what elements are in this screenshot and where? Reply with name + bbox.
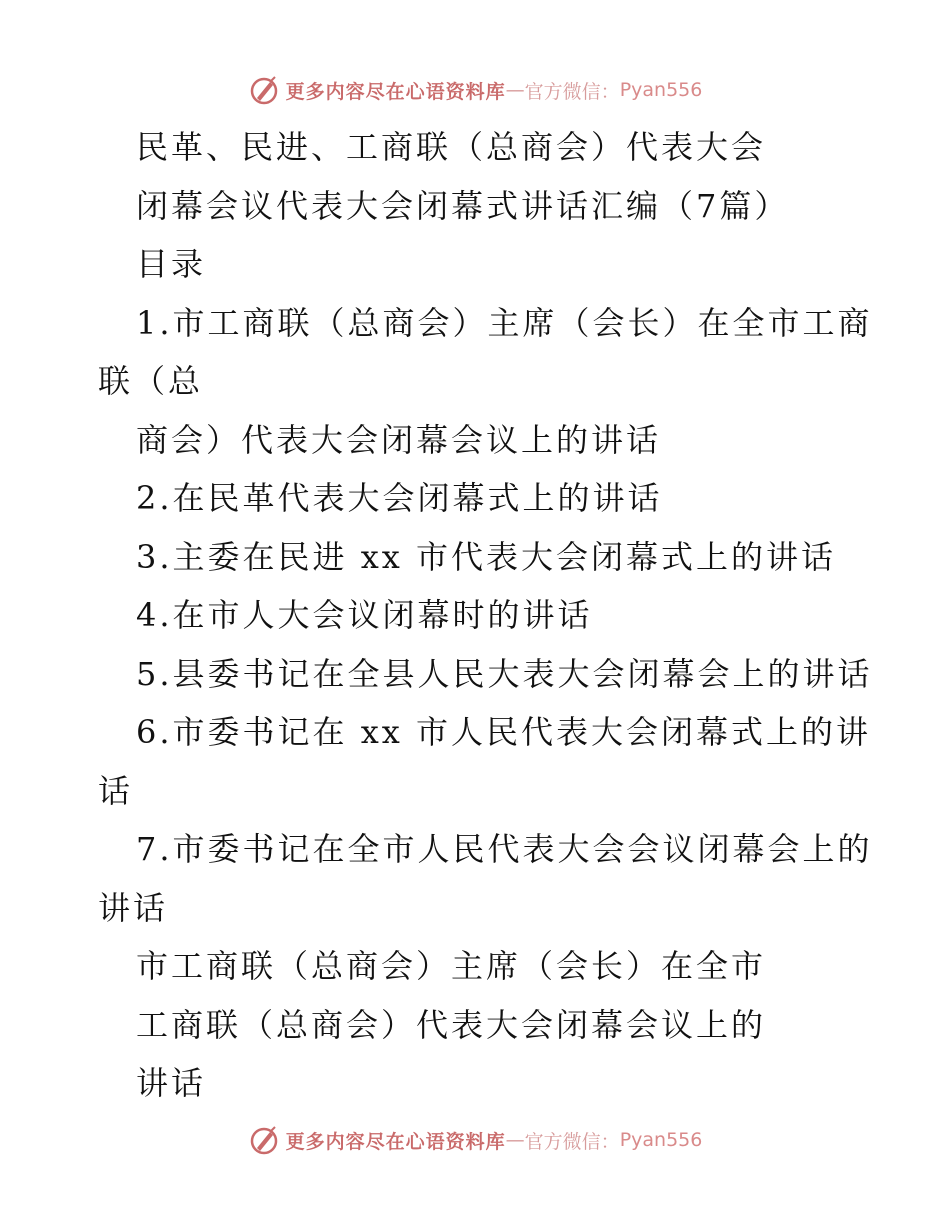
watermark-wechat-label: 官方微信： — [524, 80, 620, 103]
toc-item-1-cont: 商会）代表大会闭幕会议上的讲话 — [136, 420, 662, 459]
doc-title-line-1: 民革、民进、工商联（总商会）代表大会 — [136, 128, 767, 166]
watermark-separator: — — [505, 1129, 525, 1151]
watermark-separator: — — [505, 79, 525, 101]
pen-logo-icon — [248, 74, 280, 106]
section-title-line-2: 工商联（总商会）代表大会闭幕会议上的 — [136, 1005, 767, 1044]
section-title-line-3: 讲话 — [136, 1064, 207, 1102]
toc-item-2: 2.在民革代表大会闭幕式上的讲话 — [136, 479, 663, 517]
toc-item-6-wrap: 话 — [98, 771, 134, 810]
toc-item-6: 6.市委书记在 xx 市人民代表大会闭幕式上的讲 — [136, 713, 871, 751]
toc-item-7-wrap: 讲话 — [98, 888, 169, 927]
footer-watermark — [0, 1120, 950, 1160]
toc-item-5: 5.县委书记在全县人民大表大会闭幕会上的讲话 — [136, 654, 873, 693]
watermark-brand: 更多内容尽在心语资料库 — [285, 80, 506, 103]
pen-logo-icon — [248, 1124, 280, 1156]
watermark-brand: 更多内容尽在心语资料库 — [285, 1130, 506, 1153]
watermark-wechat-id: Pyan556 — [619, 1129, 703, 1151]
watermark-wechat-label: 官方微信： — [524, 1130, 620, 1153]
document-body — [98, 118, 873, 1113]
toc-heading: 目录 — [136, 245, 207, 283]
toc-item-4: 4.在市人大会议闭幕时的讲话 — [136, 596, 593, 634]
toc-item-7: 7.市委书记在全市人民代表大会会议闭幕会上的 — [136, 830, 873, 868]
toc-item-1-wrap: 联（总 — [98, 362, 204, 400]
toc-item-3: 3.主委在民进 xx 市代表大会闭幕式上的讲话 — [136, 537, 836, 576]
toc-item-1: 1.市工商联（总商会）主席（会长）在全市工商 — [136, 303, 873, 342]
section-title-line-1: 市工商联（总商会）主席（会长）在全市 — [136, 947, 767, 985]
header-watermark — [0, 70, 950, 110]
doc-title-line-2: 闭幕会议代表大会闭幕式讲话汇编（7篇） — [136, 186, 790, 225]
watermark-wechat-id: Pyan556 — [619, 79, 703, 101]
